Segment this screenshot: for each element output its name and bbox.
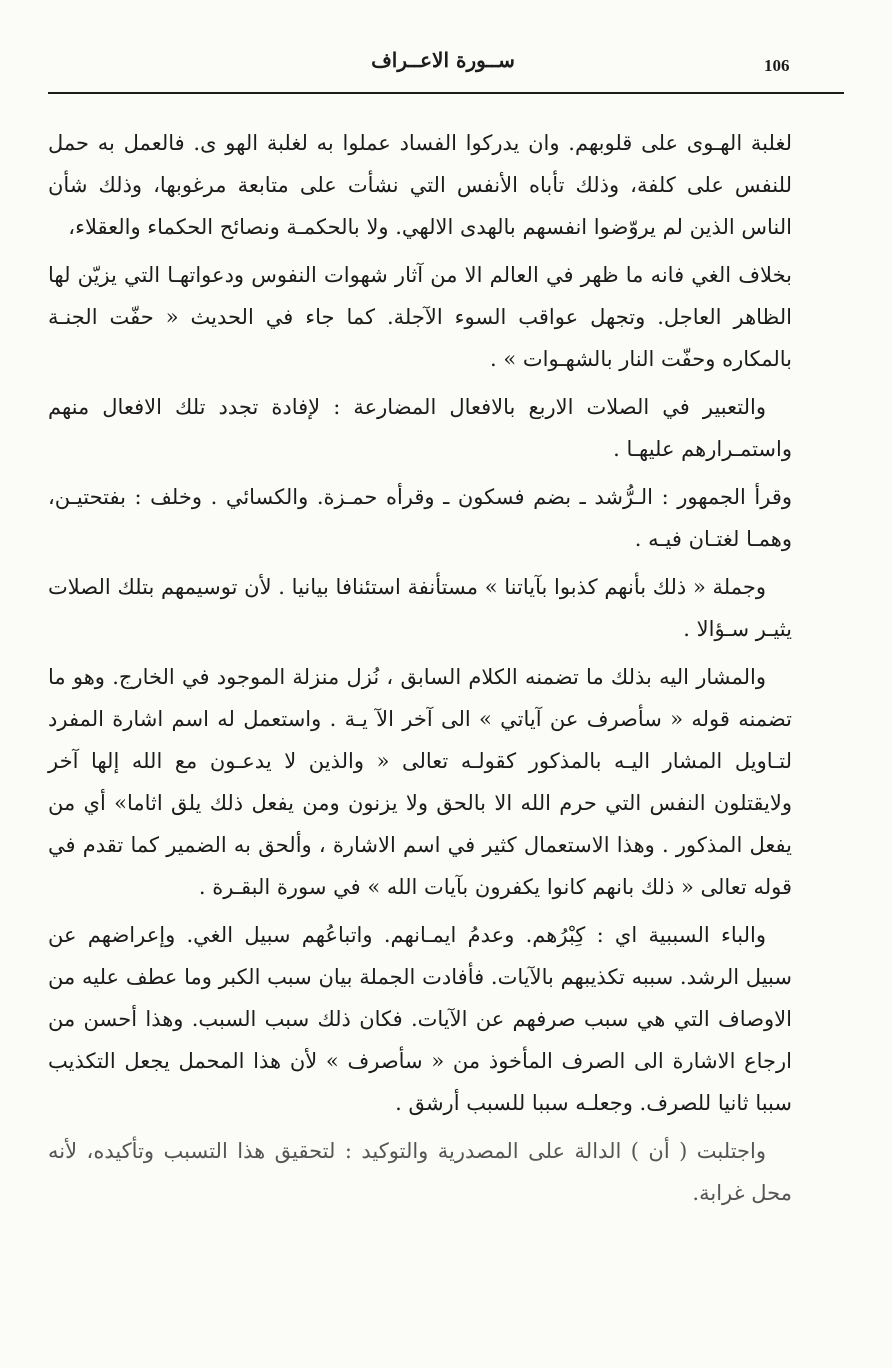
paragraph: واجتلبت ( أن ) الدالة على المصدرية والتوكيد : لتحقيق هذا التسبب وتأكيده، لأنه محل غرابة. xyxy=(48,1139,792,1205)
paragraph: بخلاف الغي فانه ما ظهر في العالم الا من آثار شهوات النفوس ودعواتهـا التي يزيّن لها الظاهر العاجل. وتجهل عواقب السوء الآجلة. كما جاء في الحديث « حفّت الجنـة بالمكاره وحفّت النار بالشهـوات » . xyxy=(48,263,792,371)
page-header xyxy=(48,48,844,84)
page-number: 106 xyxy=(764,56,790,75)
header-divider xyxy=(48,92,844,94)
paragraph: لغلبة الهـوى على قلوبهم. وان يدركوا الفساد عملوا به لغلبة الهو ى. فالعمل به حمل للنفس على كلفة، وذلك تأباه الأنفس التي نشأت على متابعة مرغوبها، وذلك شأن الناس الذين لم يروّضوا انفسهم بالهدى الالهي. ولا بالحكمـة ونصائح الحكماء والعقلاء، xyxy=(48,131,792,239)
paragraph: والتعبير في الصلات الاربع بالافعال المضارعة : لإفادة تجدد تلك الافعال منهم واستمـرارهم عليهـا . xyxy=(48,395,792,461)
paragraph: والباء السببية اي : كِبْرُهم. وعدمُ ايمـانهم. واتباعُهم سبيل الغي. وإعراضهم عن سبيل الرشد. سببه تكذيبهم بالآيات. فأفادت الجملة بيان سبب الكبر وما عطف عليه من الاوصاف التي هي سبب صرفهم عن الآيات. فكان ذلك سبب السبب. وهذا أحسن من ارجاع الاشارة الى الصرف المأخوذ من « سأصرف » لأن هذا المحمل يجعل التكذيب سببا ثانيا للصرف. وجعلـه سببا للسبب أرشق . xyxy=(48,923,792,1115)
body-text xyxy=(48,122,792,1220)
paragraph: وقرأ الجمهور : الـرُّشد ـ بضم فسكون ـ وقرأه حمـزة. والكسائي . وخلف : بفتحتيـن، وهمـا لغتـان فيـه . xyxy=(48,485,792,551)
surah-title: ســورة الاعــراف xyxy=(371,48,515,72)
paragraph: والمشار اليه بذلك ما تضمنه الكلام السابق ، نُزل منزلة الموجود في الخارج. وهو ما تضمنه قوله « سأصرف عن آياتي » الى آخر الآ يـة . واستعمل له اسم اشارة المفرد لتـاويل المشار اليـه بالمذكور كقولـه تعالى « والذين لا يدعـون مع الله إلها آخر ولايقتلون النفس التي حرم الله الا بالحق ولا يزنون ومن يفعل ذلك يلق اثاما» أي من يفعل المذكور . وهذا الاستعمال كثير في اسم الاشارة ، وألحق به الضمير كما تقدم في قوله تعالى « ذلك بانهم كانوا يكفرون بآيات الله » في سورة البقـرة . xyxy=(48,665,792,899)
paragraph: وجملة « ذلك بأنهم كذبوا بآياتنا » مستأنفة استئنافا بيانيا . لأن توسيمهم بتلك الصلات يثيـر سـؤالا . xyxy=(48,575,792,641)
